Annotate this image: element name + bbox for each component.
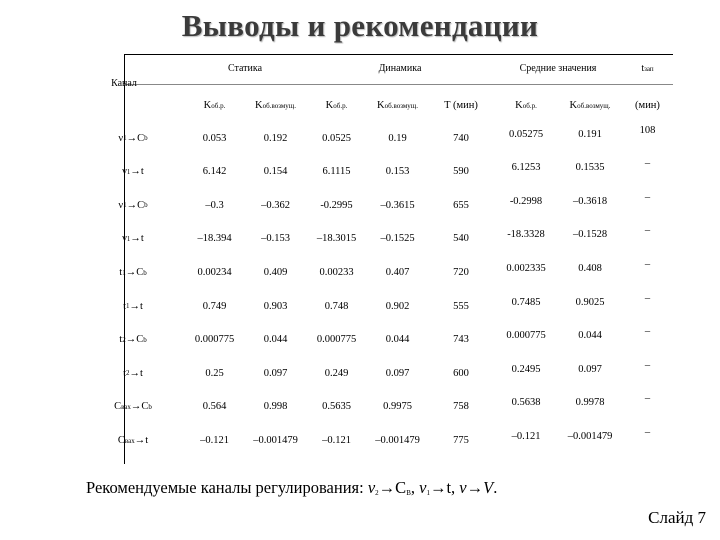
value-cell: – [644,393,651,405]
value-cell: – [644,225,651,237]
subheader-k-average: K об.р. [515,99,537,111]
value-cell: -18.3328 [507,229,545,241]
value-cell: 0.192 [263,132,288,144]
value-cell: 0.564 [202,401,227,413]
value-cell: 0.9025 [575,296,605,308]
value-cell: 0.044 [263,334,288,346]
value-cell: 0.748 [324,300,349,312]
value-cell: 6.1115 [322,166,351,178]
header-static: Статика [227,63,263,74]
value-cell: –0.3618 [572,195,608,207]
value-cell: 655 [453,199,469,211]
value-cell: 0.1535 [575,162,605,174]
value-cell: 0.044 [385,334,410,346]
subheader-min: (мин) [635,99,660,111]
value-cell: 0.097 [578,363,602,375]
value-cell: –0.001479 [375,434,420,446]
value-cell: –0.121 [322,434,351,446]
channel-cell: ν 1 → C b [118,132,148,144]
value-cell: 0.097 [385,367,410,379]
value-cell: 0.2495 [511,363,541,375]
subheader-T: T (мин) [444,99,478,111]
value-cell: 0.000775 [194,334,235,346]
recommendation-text: Рекомендуемые каналы регулирования: $\nu_2\to C_B$, $\nu_1\to t$, ν→V. [86,478,498,497]
subheader-k-static: K об.р. [203,99,226,111]
value-cell: 0.407 [385,266,410,278]
channel-cell: t 1 → C b [119,266,147,278]
value-cell: 0.00234 [197,266,232,278]
value-cell: –18.3015 [316,233,357,245]
value-cell: 0.002335 [506,262,546,274]
value-cell: –0.153 [261,233,290,245]
value-cell: – [644,426,651,438]
value-cell: 555 [453,300,469,312]
value-cell: 590 [453,166,469,178]
channel-cell: t 1 → t [123,300,143,312]
value-cell: 0.5638 [511,397,541,409]
value-cell: –0.3 [205,199,224,211]
value-cell: –18.394 [197,233,232,245]
value-cell: –0.1528 [572,229,608,241]
subheader-kv-dynamic: K об.возмущ. [377,99,418,111]
subheader-k-dynamic: K об.р. [325,99,348,111]
value-cell: 600 [453,367,469,379]
value-cell: 6.1253 [511,162,541,174]
value-cell: 720 [453,266,469,278]
value-cell: 0.5635 [322,401,351,413]
value-cell: -0.2998 [509,195,543,207]
value-cell: 0.9978 [575,397,605,409]
channel-cell: ν 1 → t [122,166,144,178]
header-channel: Канал [111,78,137,89]
value-cell: 0.0525 [322,132,351,144]
value-cell: 775 [453,434,469,446]
channel-cell: t 2 → t [123,367,143,379]
value-cell: 0.00233 [319,266,354,278]
value-cell: 743 [453,334,469,346]
value-cell: – [644,359,651,371]
channel-cell: C вах → t [117,434,149,446]
value-cell: –0.121 [200,434,229,446]
value-cell: 0.408 [578,262,602,274]
value-cell: –0.121 [511,430,541,442]
value-cell: 0.749 [202,300,227,312]
value-cell: 0.097 [263,367,288,379]
value-cell: 0.25 [205,367,224,379]
value-cell: 758 [453,401,469,413]
subheader-kv-average: K об.возмущ. [569,99,611,111]
results-table [111,54,673,464]
value-cell: 0.000775 [316,334,357,346]
value-cell: 0.9975 [383,401,412,413]
header-dynamic: Динамика [378,63,422,74]
value-cell: 0.7485 [511,296,541,308]
value-cell: 0.044 [578,330,602,342]
value-cell: -0.2995 [320,199,353,211]
value-cell: –0.3615 [380,199,415,211]
value-cell: 0.409 [263,266,288,278]
value-cell: 0.153 [385,166,410,178]
channel-cell: ν 1 → t [122,233,144,245]
value-cell: –0.362 [261,199,290,211]
value-cell: 0.998 [263,401,288,413]
header-t-delay: t зап [641,63,654,74]
slide-number: Слайд 7 [648,508,706,527]
value-cell: – [644,326,651,338]
value-cell: 0.19 [388,132,407,144]
value-cell: 0.154 [263,166,288,178]
channel-cell: C вах → C b [114,401,152,413]
value-cell: –0.001479 [567,430,613,442]
value-cell: – [644,191,651,203]
value-cell: 6.142 [202,166,227,178]
channel-cell: t 2 → C b [119,334,147,346]
value-cell: 0.000775 [506,330,546,342]
value-cell: 740 [453,132,469,144]
value-cell: – [644,158,651,170]
value-cell: 0.249 [324,367,349,379]
value-cell: 0.053 [202,132,227,144]
value-cell: –0.1525 [380,233,415,245]
value-cell: 540 [453,233,469,245]
channel-cell: ν 1 → C b [118,199,148,211]
value-cell: 0.191 [578,128,602,140]
value-cell: – [644,258,651,270]
value-cell: 0.902 [385,300,410,312]
value-cell: 0.903 [263,300,288,312]
value-cell: –0.001479 [253,434,298,446]
header-average: Средние значения [519,63,597,74]
value-cell: 108 [639,124,656,136]
value-cell: – [644,292,651,304]
value-cell: 0.05275 [508,128,544,140]
subheader-kv-static: K об.возмущ. [255,99,296,111]
slide-title: Выводы и рекомендации [181,8,539,43]
